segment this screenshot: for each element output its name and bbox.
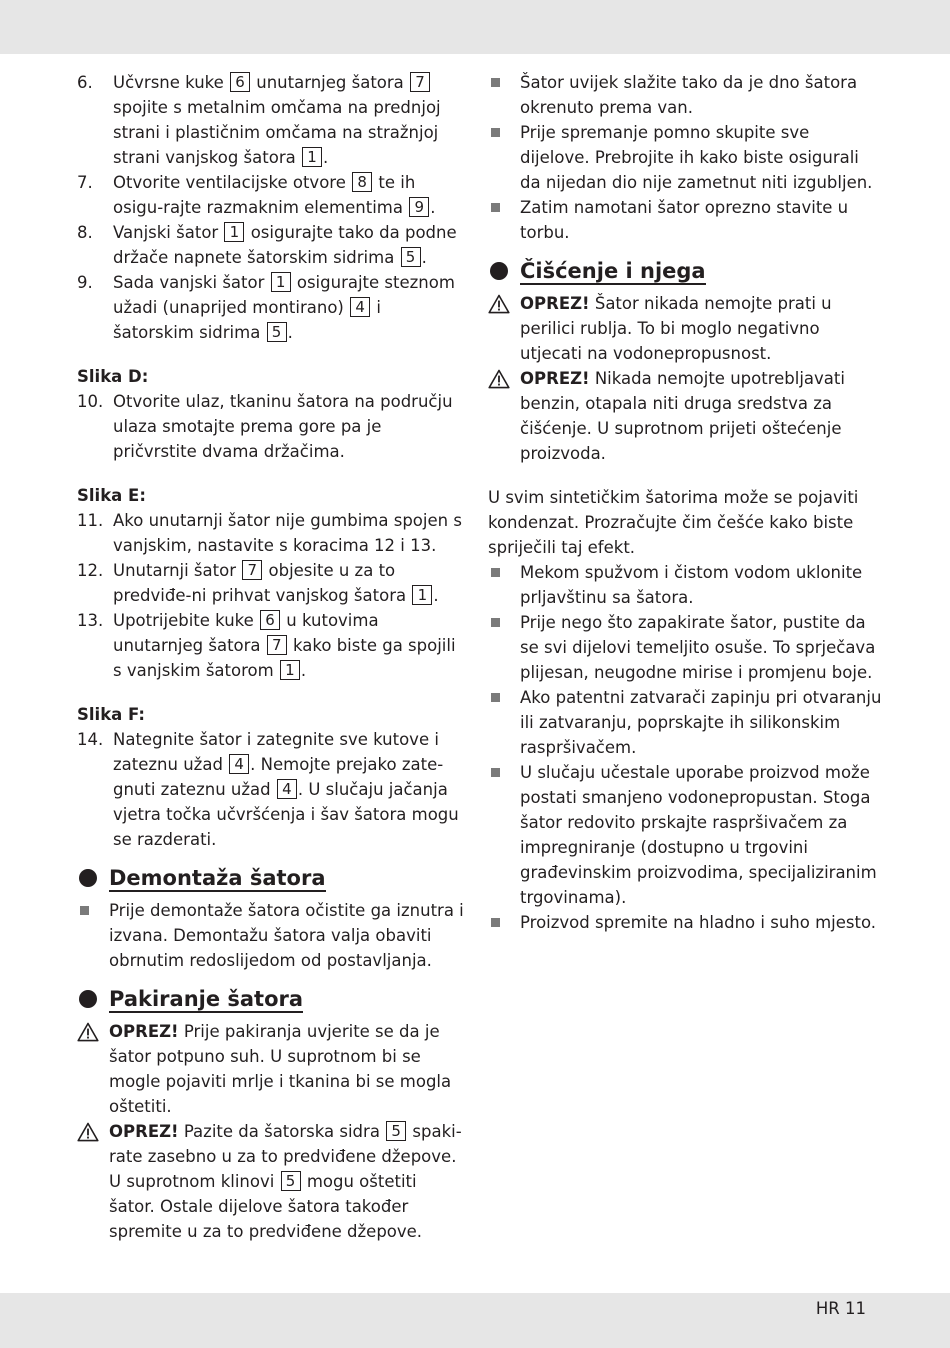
bullet-text: Ako patentni zatvarači zapinju pri otvaranju ili zatvaranju, poprskajte ih silikonskim raspršivačem. — [520, 688, 882, 757]
part-reference-number: 5 — [267, 322, 287, 342]
bullet-text: Proizvod spremite na hladno i suho mjesto. — [520, 913, 877, 932]
step-item — [77, 70, 465, 170]
steps-list-f — [77, 727, 465, 852]
square-bullet-icon — [491, 768, 500, 777]
step-text: kako biste ga spojili s vanjskim šatorom — [113, 636, 456, 680]
step-text: . — [433, 586, 439, 605]
bullet-text: Zatim namotani šator oprezno stavite u torbu. — [520, 198, 849, 242]
step-text: Upotrijebite kuke — [113, 611, 260, 630]
part-reference-number: 1 — [412, 585, 432, 605]
step-number: 12. — [77, 561, 104, 580]
step-number: 10. — [77, 392, 104, 411]
warning-triangle-icon — [77, 1022, 99, 1042]
list-item — [488, 910, 884, 935]
part-reference-number: 5 — [386, 1121, 406, 1141]
part-reference-number: 1 — [271, 272, 291, 292]
warning-text: mogu oštetiti šator. Ostale dijelove šatora također spremite u za to predviđene džepove. — [109, 1172, 423, 1241]
warning-note — [488, 291, 884, 366]
warning-text: Prije pakiranja uvjerite se da je šator potpuno suh. U suprotnom bi se mogle pojaviti mrlje i tkanina bi se mogla oštetiti. — [109, 1022, 452, 1116]
bullet-text: Šator uvijek slažite tako da je dno šatora okrenuto prema van. — [520, 73, 858, 117]
square-bullet-icon — [491, 568, 500, 577]
part-reference-number: 5 — [281, 1171, 301, 1191]
step-number: 14. — [77, 730, 104, 749]
square-bullet-icon — [491, 693, 500, 702]
list-item — [488, 120, 884, 195]
footer-bar — [0, 1293, 950, 1348]
step-text: . — [430, 198, 436, 217]
right-column — [488, 70, 884, 935]
warning-word: OPREZ! — [520, 369, 590, 388]
step-text: osigurajte tako da podne držače napnete šatorskim sidrima — [113, 223, 457, 267]
warning-note — [77, 1119, 465, 1244]
page-number: HR 11 — [815, 1299, 866, 1318]
step-text: Ako unutarnji šator nije gumbima spojen s vanjskim, nastavite s koracima 12 i 13. — [113, 511, 462, 555]
section-heading-ciscenje — [488, 257, 884, 285]
step-text: . — [287, 323, 293, 342]
warning-triangle-icon — [488, 369, 510, 389]
part-reference-number: 4 — [350, 297, 370, 317]
square-bullet-icon — [491, 618, 500, 627]
step-text: osigurajte steznom užadi (unaprijed montirano) — [113, 273, 455, 317]
part-reference-number: 1 — [280, 660, 300, 680]
step-item — [77, 608, 465, 683]
section-heading-demontaza — [77, 864, 465, 892]
step-10 — [77, 389, 465, 464]
step-text: i šatorskim sidrima — [113, 298, 381, 342]
figure-f-label: Slika F: — [77, 705, 146, 724]
heading-dot-icon — [79, 869, 97, 887]
step-text: unutarnjeg šatora — [251, 73, 410, 92]
step-item — [77, 220, 465, 270]
step-text: . — [421, 248, 427, 267]
bullet-list-top — [488, 70, 884, 245]
step-text: . — [322, 148, 329, 167]
square-bullet-icon — [491, 918, 500, 927]
heading-text: Čišćenje i njega — [520, 259, 706, 283]
square-bullet-icon — [80, 906, 89, 915]
warning-word: OPREZ! — [520, 294, 590, 313]
square-bullet-icon — [491, 203, 500, 212]
step-text: Unutarnji šator — [113, 561, 242, 580]
part-reference-number: 1 — [224, 222, 244, 242]
step-item — [77, 270, 465, 345]
warning-text: Šator nikada nemojte prati u perilici rublja. To bi moglo negativno utjecati na vodonepropusnost. — [520, 294, 832, 363]
list-item — [488, 685, 884, 760]
step-text: Učvrsne kuke — [113, 73, 230, 92]
step-item — [77, 558, 465, 608]
step-text: Otvorite ventilacijske otvore — [113, 173, 352, 192]
steps-list-a — [77, 70, 465, 345]
bullet-text: Mekom spužvom i čistom vodom uklonite prljavštinu sa šatora. — [520, 563, 863, 607]
step-number: 8. — [77, 223, 93, 242]
part-reference-number: 6 — [230, 72, 250, 92]
step-number: 11. — [77, 511, 104, 530]
step-text: spojite s metalnim omčama na prednjoj strani i plastičnim omčama na stražnjoj strani vanjskog šatora — [113, 98, 441, 167]
heading-text: Pakiranje šatora — [109, 987, 304, 1011]
step-number: 9. — [77, 273, 93, 292]
part-reference-number: 1 — [302, 147, 322, 167]
step-item — [77, 170, 465, 220]
warning-text: spaki-rate zasebno u za to predviđene džepove. U suprotnom klinovi — [109, 1122, 462, 1191]
step-text: Sada vanjski šator — [113, 273, 270, 292]
bullet-text: Prije demontaže šatora očistite ga iznutra i izvana. Demontažu šatora valja obaviti obrnutim redoslijedom od postavljanja. — [109, 901, 464, 970]
warning-triangle-icon — [488, 294, 510, 314]
part-reference-number: 4 — [277, 779, 297, 799]
step-item — [77, 727, 465, 852]
step-number: 6. — [77, 73, 93, 92]
step-text: . U slučaju jačanja vjetra točka učvršćenja i šav šatora mogu se razderati. — [113, 780, 459, 849]
part-reference-number: 6 — [260, 610, 280, 630]
part-reference-number: 4 — [229, 754, 249, 774]
list-item — [488, 560, 884, 610]
step-number: 13. — [77, 611, 104, 630]
list-item — [488, 610, 884, 685]
step-text: . Nemojte prejako zate-gnuti zateznu užad — [113, 755, 444, 799]
list-item — [488, 70, 884, 120]
part-reference-number: 8 — [352, 172, 372, 192]
warning-triangle-icon — [77, 1122, 99, 1142]
part-reference-number: 7 — [267, 635, 287, 655]
bullet-text: Prije nego što zapakirate šator, pustite da se svi dijelovi temeljito osuše. To sprječava plijesan, neugodne mirise i promjenu boje. — [520, 613, 876, 682]
figure-d-label: Slika D: — [77, 367, 149, 386]
part-reference-number: 9 — [409, 197, 429, 217]
steps-list-e — [77, 508, 465, 683]
bullet-text: Prije spremanje pomno skupite sve dijelove. Prebrojite ih kako biste osigurali da nijedan dio nije zametnut niti izgubljen. — [520, 123, 873, 192]
warning-note — [488, 366, 884, 466]
step-text: u kutovima unutarnjeg šatora — [113, 611, 379, 655]
warning-text: Nikada nemojte upotrebljavati benzin, otapala niti druga sredstva za čišćenje. U suprotnom prijeti oštećenje proizvoda. — [520, 369, 845, 463]
list-item — [488, 760, 884, 910]
step-text: . — [300, 661, 307, 680]
heading-dot-icon — [79, 990, 97, 1008]
step-text: objesite u za to predviđe-ni prihvat vanjskog šatora — [113, 561, 412, 605]
warning-word: OPREZ! — [109, 1022, 179, 1041]
figure-e-label: Slika E: — [77, 486, 146, 505]
step-text: te ih osigu-rajte razmaknim elementima — [113, 173, 416, 217]
warning-word: OPREZ! — [109, 1122, 179, 1141]
square-bullet-icon — [491, 128, 500, 137]
list-item — [488, 195, 884, 245]
step-number: 7. — [77, 173, 93, 192]
section-heading-pakiranje — [77, 985, 465, 1013]
paragraph-condensation: U svim sintetičkim šatorima može se pojaviti kondenzat. Prozračujte čim češće kako biste spriječili taj efekt. — [488, 488, 859, 557]
step-item — [77, 508, 465, 558]
part-reference-number: 7 — [410, 72, 430, 92]
square-bullet-icon — [491, 78, 500, 87]
step-text: Otvorite ulaz, tkaninu šatora na području ulaza smotajte prema gore pa je pričvrstite dvama držačima. — [113, 392, 453, 461]
warning-text: Pazite da šatorska sidra — [183, 1122, 386, 1141]
step-text: Vanjski šator — [113, 223, 224, 242]
warning-note — [77, 1019, 465, 1119]
heading-text: Demontaža šatora — [109, 866, 326, 890]
part-reference-number: 5 — [401, 247, 421, 267]
bullet-text: U slučaju učestale uporabe proizvod može postati smanjeno vodonepropustan. Stoga šator redovito prskajte raspršivačem za impregniranje (dostupno u trgovini građevinskim proizvodima, specijaliziranim trgovinama). — [520, 763, 877, 907]
left-column — [77, 70, 465, 1244]
header-bar — [0, 0, 950, 54]
list-item — [77, 898, 465, 973]
step-text: Nategnite šator i zategnite sve kutove i zateznu užad — [113, 730, 439, 774]
bullet-list-bottom — [488, 560, 884, 935]
part-reference-number: 7 — [242, 560, 262, 580]
heading-dot-icon — [490, 262, 508, 280]
